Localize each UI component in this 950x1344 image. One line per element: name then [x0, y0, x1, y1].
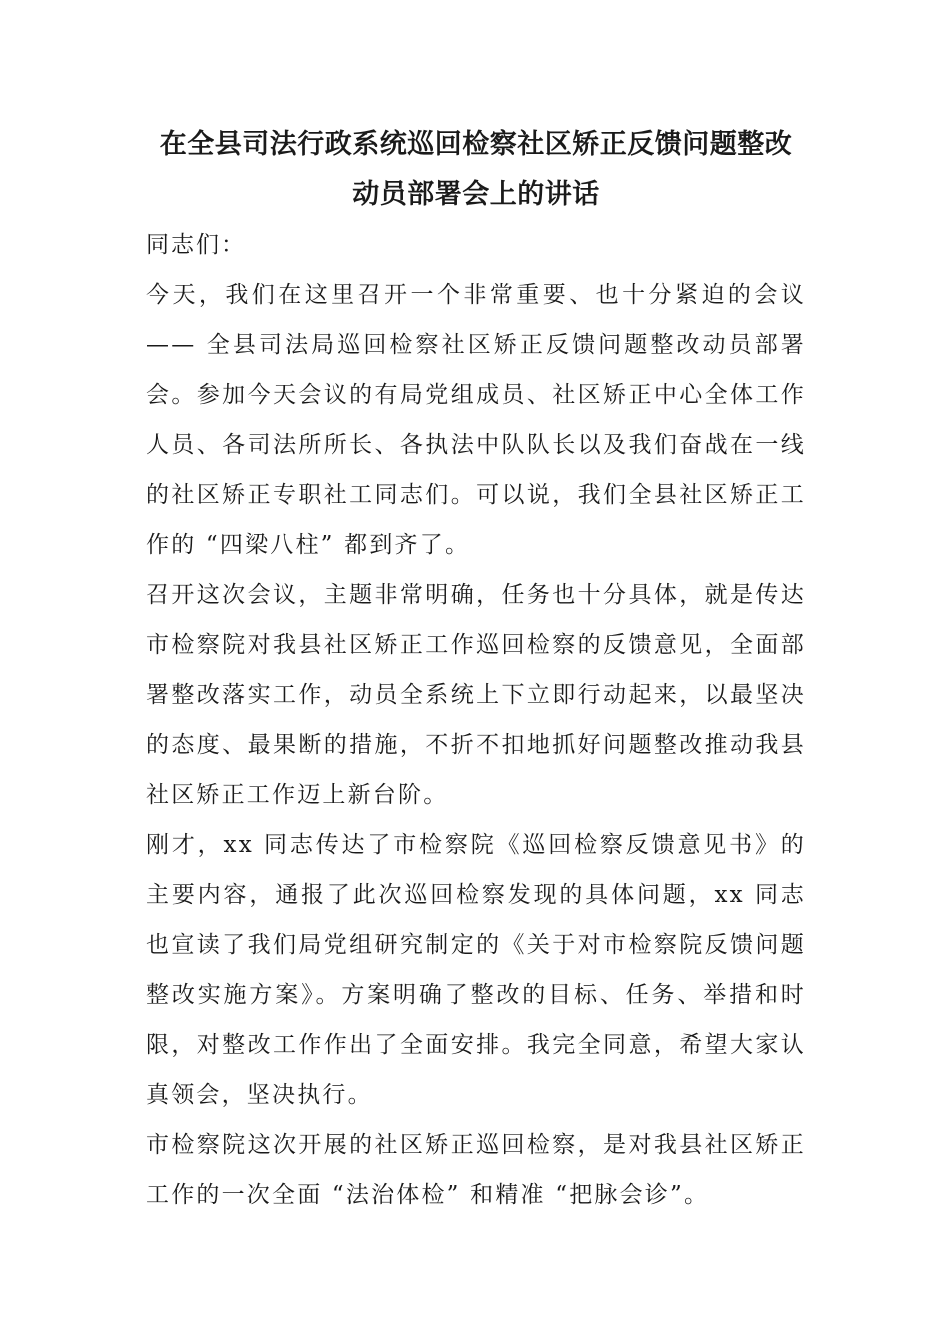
paragraph-1: 今天，我们在这里召开一个非常重要、也十分紧迫的会议—— 全县司法局巡回检察社区矫正反馈问题整改动员部署会。参加今天会议的有局党组成员、社区矫正中心全体工作人员、各司法所所长、各执法中队队长以及我们奋战在一线的社区矫正专职社工同志们。可以说，我们全县社区矫正工作的 “四梁八柱” 都到齐了。: [146, 282, 806, 558]
salutation: 同志们：: [146, 232, 246, 258]
title-line-1: 在全县司法行政系统巡回检察社区矫正反馈问题整改: [159, 129, 793, 160]
document-page: [146, 120, 806, 1220]
paragraph-2: 召开这次会议，主题非常明确，任务也十分具体，就是传达市检察院对我县社区矫正工作巡回检察的反馈意见，全面部署整改落实工作，动员全系统上下立即行动起来，以最坚决的态度、最果断的措施，不折不扣地抓好问题整改推动我县社区矫正工作迈上新台阶。: [146, 582, 806, 808]
title-line-2: 动员部署会上的讲话: [352, 179, 600, 210]
paragraph-3: 刚才，xx 同志传达了市检察院《巡回检察反馈意见书》的主要内容，通报了此次巡回检察发现的具体问题，xx 同志也宣读了我们局党组研究制定的《关于对市检察院反馈问题整改实施方案》。方案明确了整改的目标、任务、举措和时限，对整改工作作出了全面安排。我完全同意，希望大家认真领会，坚决执行。: [146, 832, 806, 1108]
document-title: [146, 120, 806, 220]
paragraph-4: 市检察院这次开展的社区矫正巡回检察，是对我县社区矫正工作的一次全面 “法治体检” 和精准 “把脉会诊”。: [146, 1132, 806, 1208]
